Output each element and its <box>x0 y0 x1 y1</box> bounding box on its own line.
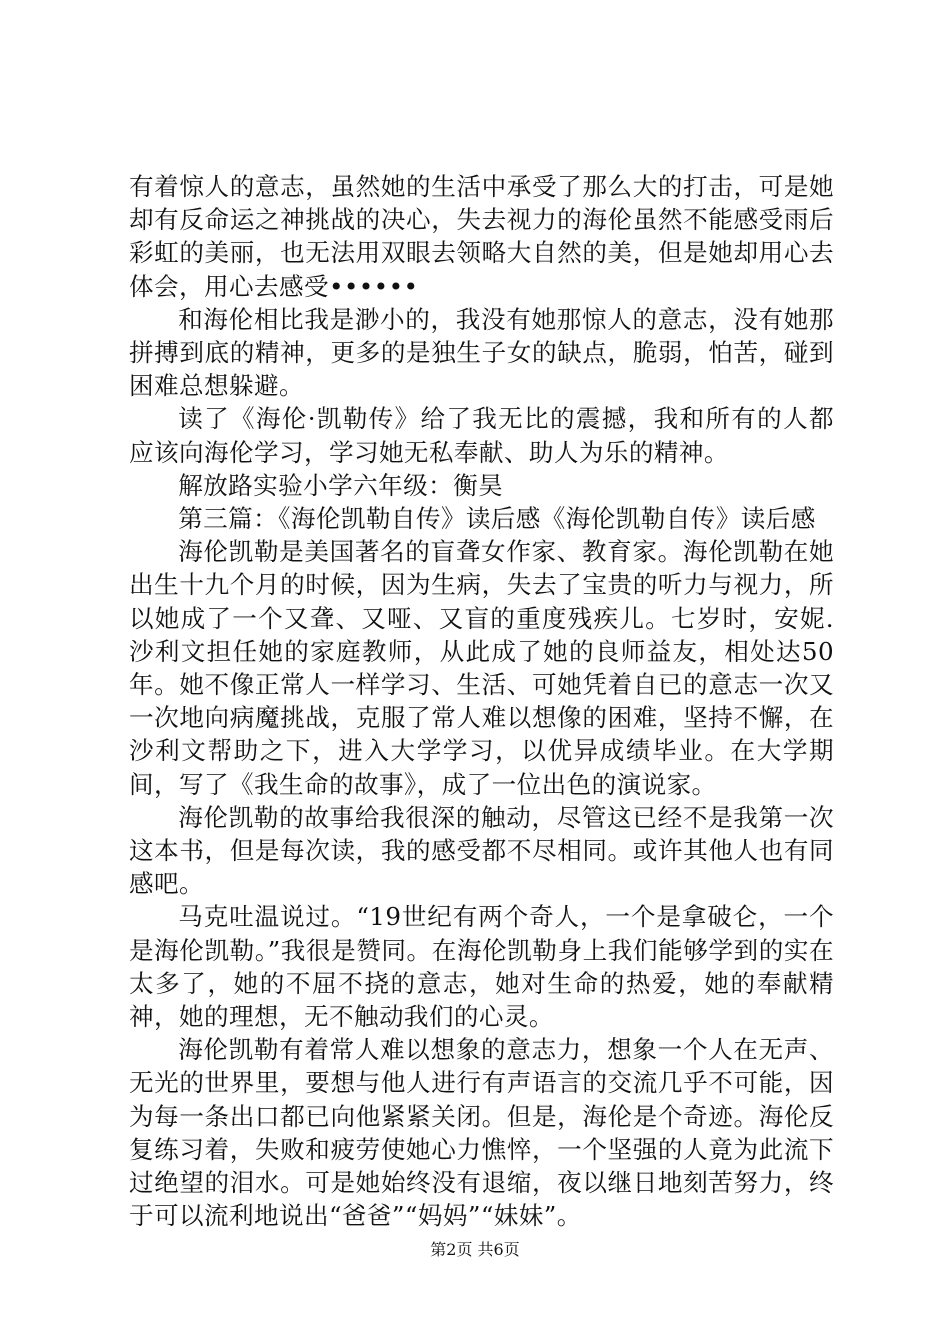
paragraph-2: 和海伦相比我是渺小的，我没有她那惊人的意志，没有她那拼搏到底的精神，更多的是独生子女的缺点，脆弱，怕苦，碰到困难总想躲避。 <box>129 304 834 401</box>
page-number-footer: 第2页 共6页 <box>430 1240 520 1259</box>
document-body <box>129 170 834 1233</box>
paragraph-1: 有着惊人的意志，虽然她的生活中承受了那么大的打击，可是她却有反命运之神挑战的决心，失去视力的海伦虽然不能感受雨后彩虹的美丽，也无法用双眼去领略大自然的美，但是她却用心去体会，用心去感受•••••• <box>129 172 834 301</box>
section-heading: 第三篇：《海伦凯勒自传》读后感《海伦凯勒自传》读后感 <box>178 504 816 534</box>
paragraph-9: 海伦凯勒有着常人难以想象的意志力，想象一个人在无声、无光的世界里，要想与他人进行有声语言的交流几乎不可能，因为每一条出口都已向他紧紧关闭。但是，海伦是个奇迹。海伦反复练习着，失败和疲劳使她心力憔悴，一个坚强的人竟为此流下过绝望的泪水。可是她始终没有退缩，夜以继日地刻苦努力，终于可以流利地说出“爸爸”“妈妈”“妹妹”。 <box>129 1035 834 1231</box>
paragraph-6: 海伦凯勒是美国著名的盲聋女作家、教育家。海伦凯勒在她出生十九个月的时候，因为生病，失去了宝贵的听力与视力，所以她成了一个又聋、又哑、又盲的重度残疾儿。七岁时，安妮.沙利文担任她的家庭教师，从此成了她的良师益友，相处达50年。她不像正常人一样学习、生活、可她凭着自已的意志一次又一次地向病魔挑战，克服了常人难以想像的困难，坚持不懈，在沙利文帮助之下，进入大学学习，以优异成绩毕业。在大学期间，写了《我生命的故事》，成了一位出色的演说家。 <box>129 537 834 799</box>
paragraph-8: 马克吐温说过。“19世纪有两个奇人，一个是拿破仑，一个是海伦凯勒。”我很是赞同。在海伦凯勒身上我们能够学到的实在太多了，她的不屈不挠的意志，她对生命的热爱，她的奉献精神，她的理想，无不触动我们的心灵。 <box>129 902 834 1032</box>
paragraph-3: 读了《海伦·凯勒传》给了我无比的震撼，我和所有的人都应该向海伦学习，学习她无私奉献、助人为乐的精神。 <box>129 404 834 467</box>
author-line: 解放路实验小学六年级：衡昊 <box>178 470 504 500</box>
paragraph-7: 海伦凯勒的故事给我很深的触动，尽管这已经不是我第一次这本书，但是每次读，我的感受都不尽相同。或许其他人也有同感吧。 <box>129 802 834 899</box>
